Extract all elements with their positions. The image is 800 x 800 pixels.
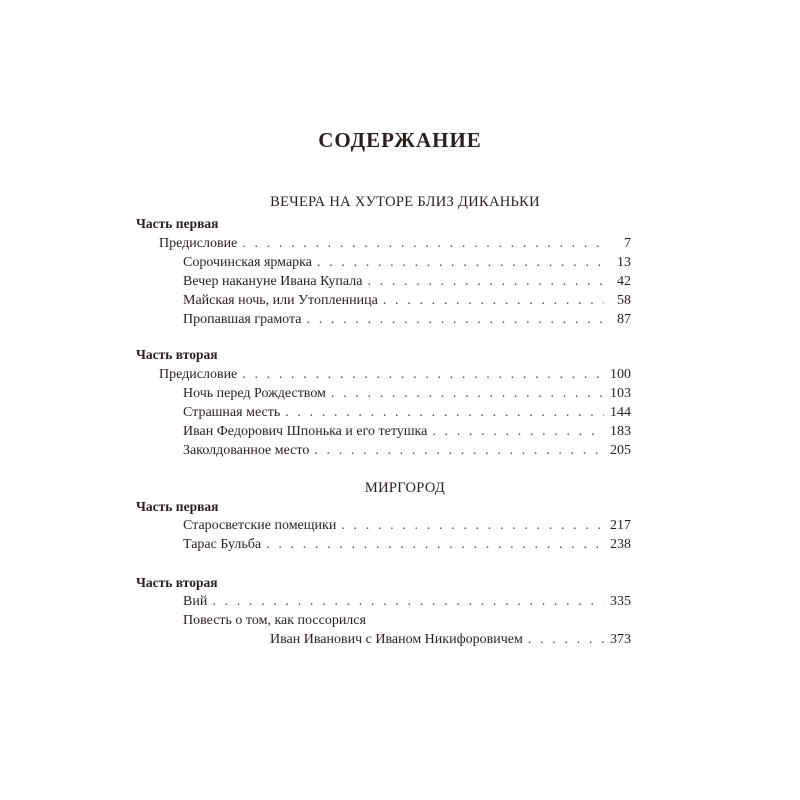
dot-leader	[341, 516, 604, 536]
dot-leader	[432, 422, 604, 442]
toc-entry-title: Сорочинская ярмарка	[183, 255, 312, 270]
toc-entry-page: 58	[617, 293, 631, 308]
toc-entry[interactable]	[270, 630, 631, 650]
toc-entry-title: Ночь перед Рождеством	[183, 386, 326, 401]
toc-entry-title: Майская ночь, или Утопленница	[183, 293, 378, 308]
dot-leader	[307, 310, 605, 330]
toc-entry[interactable]	[159, 365, 631, 385]
toc-entry-title: Вий	[183, 594, 208, 609]
toc-entry-title-first-line[interactable]: Повесть о том, как поссорился	[183, 613, 366, 628]
toc-entry-title: Иван Федорович Шпонька и его тетушка	[183, 424, 428, 439]
toc-entry-title: Страшная месть	[183, 405, 281, 420]
toc-entry[interactable]	[183, 592, 631, 612]
section-title-mirgorod: МИРГОРОД	[364, 480, 446, 496]
toc-entry-title: Старосветские помещики	[183, 518, 337, 533]
toc-entry[interactable]	[183, 253, 631, 273]
toc-entry-page: 205	[610, 443, 631, 458]
toc-entry-title: Предисловие	[159, 367, 238, 382]
toc-entry-page: 103	[610, 386, 631, 401]
dot-leader	[266, 535, 604, 555]
toc-entry-page: 100	[610, 367, 631, 382]
toc-entry-page: 238	[610, 537, 631, 552]
part-title: Часть вторая	[136, 575, 218, 590]
dot-leader	[285, 403, 604, 423]
dot-leader	[317, 253, 604, 273]
toc-entry[interactable]	[183, 441, 631, 461]
part-title: Часть первая	[136, 216, 219, 231]
dot-leader	[331, 384, 604, 404]
dot-leader	[242, 234, 604, 254]
toc-entry-page: 183	[610, 424, 631, 439]
toc-entry[interactable]	[159, 234, 631, 254]
toc-entry-title: Вечер накануне Ивана Купала	[183, 274, 363, 289]
toc-entry-page: 87	[617, 312, 631, 327]
section-title-dikanka: ВЕЧЕРА НА ХУТОРЕ БЛИЗ ДИКАНЬКИ	[270, 194, 540, 210]
toc-entry-title: Пропавшая грамота	[183, 312, 302, 327]
dot-leader	[383, 291, 604, 311]
toc-entry-page: 42	[617, 274, 631, 289]
toc-entry[interactable]	[183, 516, 631, 536]
toc-entry-title: Заколдованное место	[183, 443, 310, 458]
toc-entry-page: 144	[610, 405, 631, 420]
toc-entry-page: 373	[610, 632, 631, 647]
dot-leader	[528, 630, 604, 650]
toc-entry[interactable]	[183, 384, 631, 404]
toc-entry-page: 13	[617, 255, 631, 270]
toc-entry[interactable]	[183, 291, 631, 311]
toc-entry[interactable]	[183, 310, 631, 330]
toc-entry-title: Тарас Бульба	[183, 537, 262, 552]
toc-entry[interactable]	[183, 535, 631, 555]
dot-leader	[212, 592, 604, 612]
toc-entry-title: Предисловие	[159, 236, 238, 251]
toc-entry-page: 335	[610, 594, 631, 609]
toc-entry-title: Иван Иванович с Иваном Никифоровичем	[270, 632, 523, 647]
part-title: Часть вторая	[136, 347, 218, 362]
toc-entry[interactable]	[183, 403, 631, 423]
dot-leader	[314, 441, 604, 461]
dot-leader	[242, 365, 604, 385]
toc-entry-page: 217	[610, 518, 631, 533]
dot-leader	[367, 272, 604, 292]
toc-entry[interactable]	[183, 272, 631, 292]
part-title: Часть первая	[136, 499, 219, 514]
toc-entry-page: 7	[624, 236, 631, 251]
toc-entry[interactable]	[183, 422, 631, 442]
page-title: СОДЕРЖАНИЕ	[318, 128, 482, 152]
